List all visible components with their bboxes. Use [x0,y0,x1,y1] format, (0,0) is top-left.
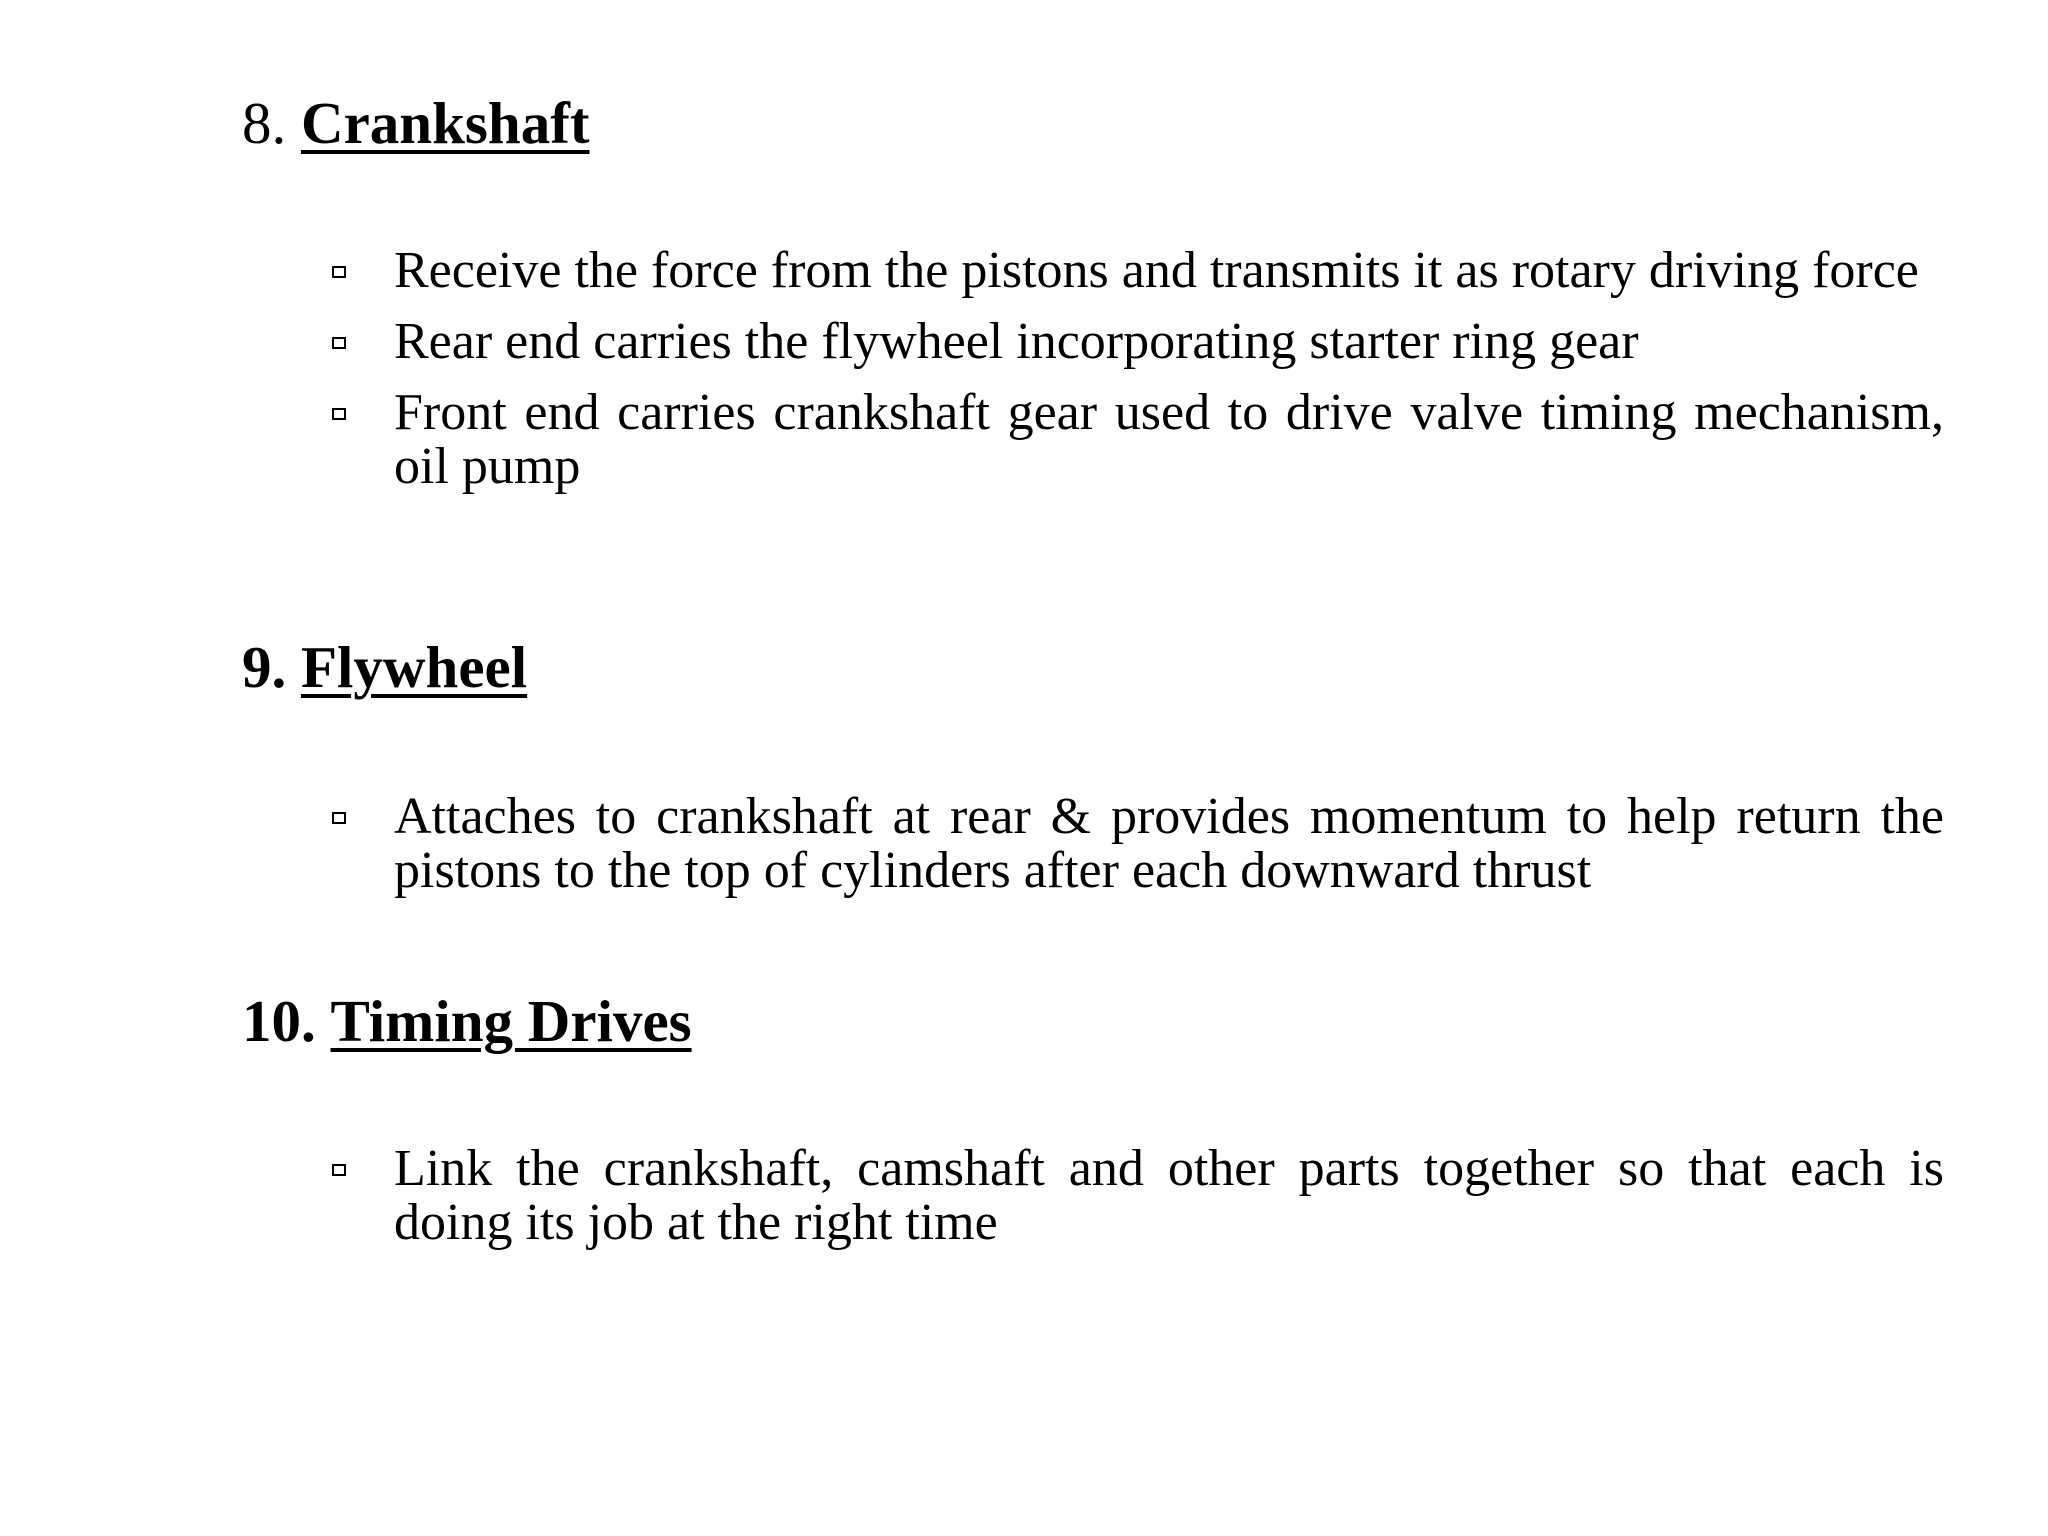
list-item [0,1142,2048,1250]
square-bullet-icon [332,408,346,420]
section-title: Crankshaft [301,90,590,156]
flywheel-bullet-list [0,790,2048,898]
section-title: Flywheel [301,634,528,700]
bullet-text: Receive the force from the pistons and transmits it as rotary driving force [394,242,1919,299]
section-heading-flywheel [242,632,527,702]
list-item [0,244,2048,298]
bullet-text: Rear end carries the flywheel incorporating starter ring gear [394,313,1639,370]
bullet-text: Link the crankshaft, camshaft and other parts together so that each is doing its job at the right time [394,1140,1944,1251]
list-item [0,386,2048,494]
list-item [0,315,2048,369]
square-bullet-icon [332,812,346,824]
crankshaft-bullet-list [0,244,2048,494]
section-number: 9. [242,634,287,700]
section-title: Timing Drives [330,988,692,1054]
section-heading-timing-drives [242,986,692,1056]
square-bullet-icon [332,266,346,278]
square-bullet-icon [332,1164,346,1176]
bullet-text: Attaches to crankshaft at rear & provides momentum to help return the pistons to the top of cylinders after each downward thrust [394,788,1944,899]
list-item [0,790,2048,898]
square-bullet-icon [332,337,346,349]
section-number: 8. [242,90,287,156]
timing-drives-bullet-list [0,1142,2048,1250]
section-heading-crankshaft [242,88,590,158]
bullet-text: Front end carries crankshaft gear used to drive valve timing mechanism, oil pump [394,384,1944,495]
section-number: 10. [242,988,316,1054]
